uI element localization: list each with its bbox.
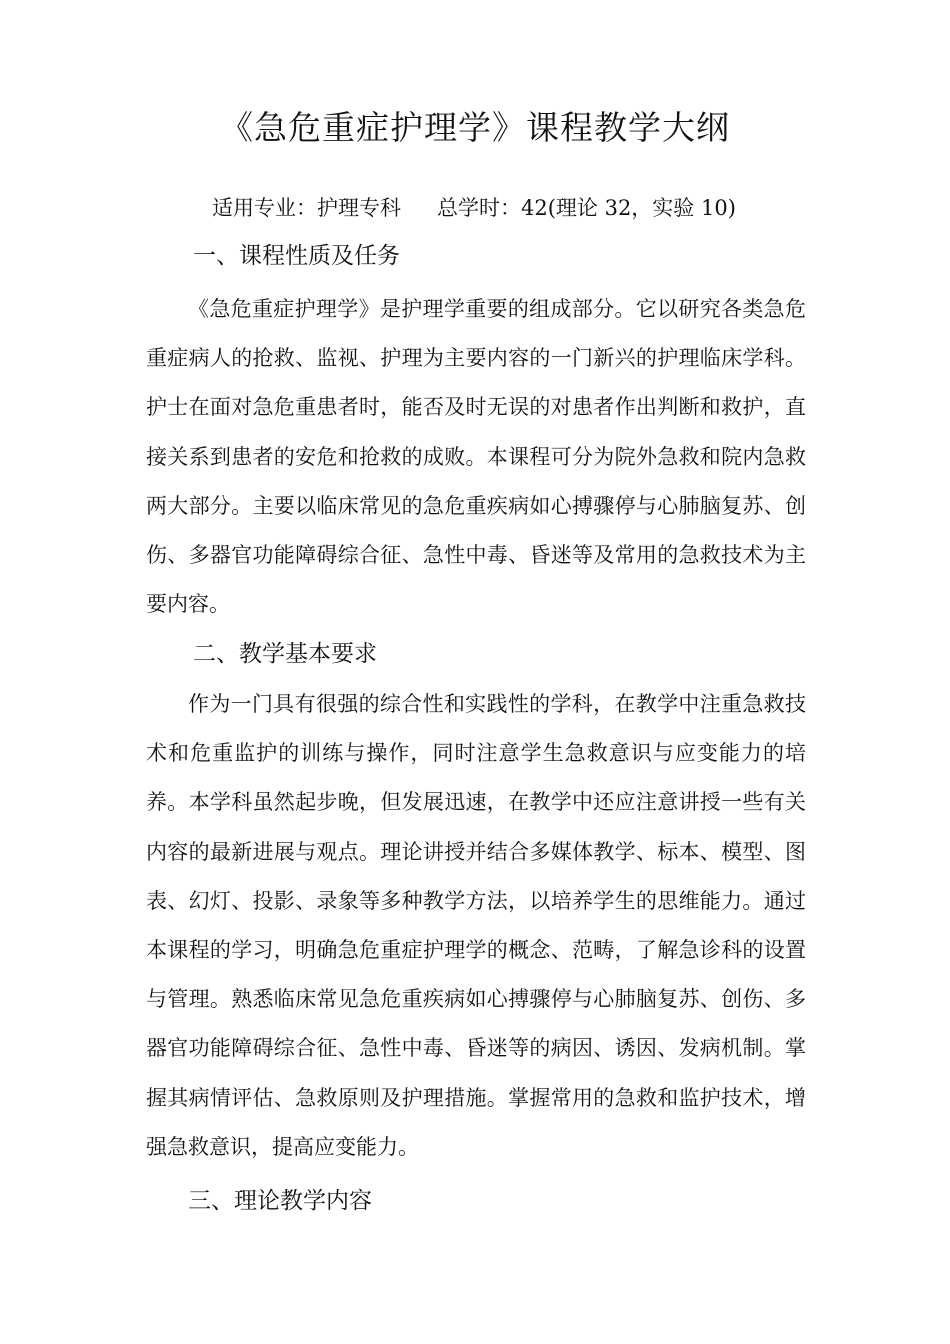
section-heading-2: 二、教学基本要求 — [193, 641, 377, 667]
applicable-major: 适用专业：护理专科 — [212, 196, 401, 220]
course-meta — [212, 190, 736, 226]
section-body-2: 作为一门具有很强的综合性和实践性的学科，在教学中注重急救技术和危重监护的训练与操作，同时注意学生急救意识与应变能力的培养。本学科虽然起步晚，但发展迅速，在教学中还应注意讲授一些有关内容的最新进展与观点。理论讲授并结合多媒体教学、标本、模型、图表、幻灯、投影、录象等多种教学方法，以培养学生的思维能力。通过本课程的学习，明确急危重症护理学的概念、范畴，了解急诊科的设置与管理。熟悉临床常见急危重疾病如心搏骤停与心肺脑复苏、创伤、多器官功能障碍综合征、急性中毒、昏迷等的病因、诱因、发病机制。掌握其病情评估、急救原则及护理措施。掌握常用的急救和监护技术，增强急救意识，提高应变能力。 — [146, 692, 806, 1159]
total-hours: 总学时：42(理论 32，实验 10) — [437, 196, 736, 220]
document-title: 《急危重症护理学》课程教学大纲 — [220, 108, 730, 147]
section-heading-1: 一、课程性质及任务 — [193, 243, 400, 269]
section-body-1: 《急危重症护理学》是护理学重要的组成部分。它以研究各类急危重症病人的抢救、监视、护理为主要内容的一门新兴的护理临床学科。护士在面对急危重患者时，能否及时无误的对患者作出判断和救护，直接关系到患者的安危和抢救的成败。本课程可分为院外急救和院内急救两大部分。主要以临床常见的急危重疾病如心搏骤停与心肺脑复苏、创伤、多器官功能障碍综合征、急性中毒、昏迷等及常用的急救技术为主要内容。 — [146, 297, 806, 617]
section-heading-3: 三、理论教学内容 — [188, 1188, 372, 1214]
